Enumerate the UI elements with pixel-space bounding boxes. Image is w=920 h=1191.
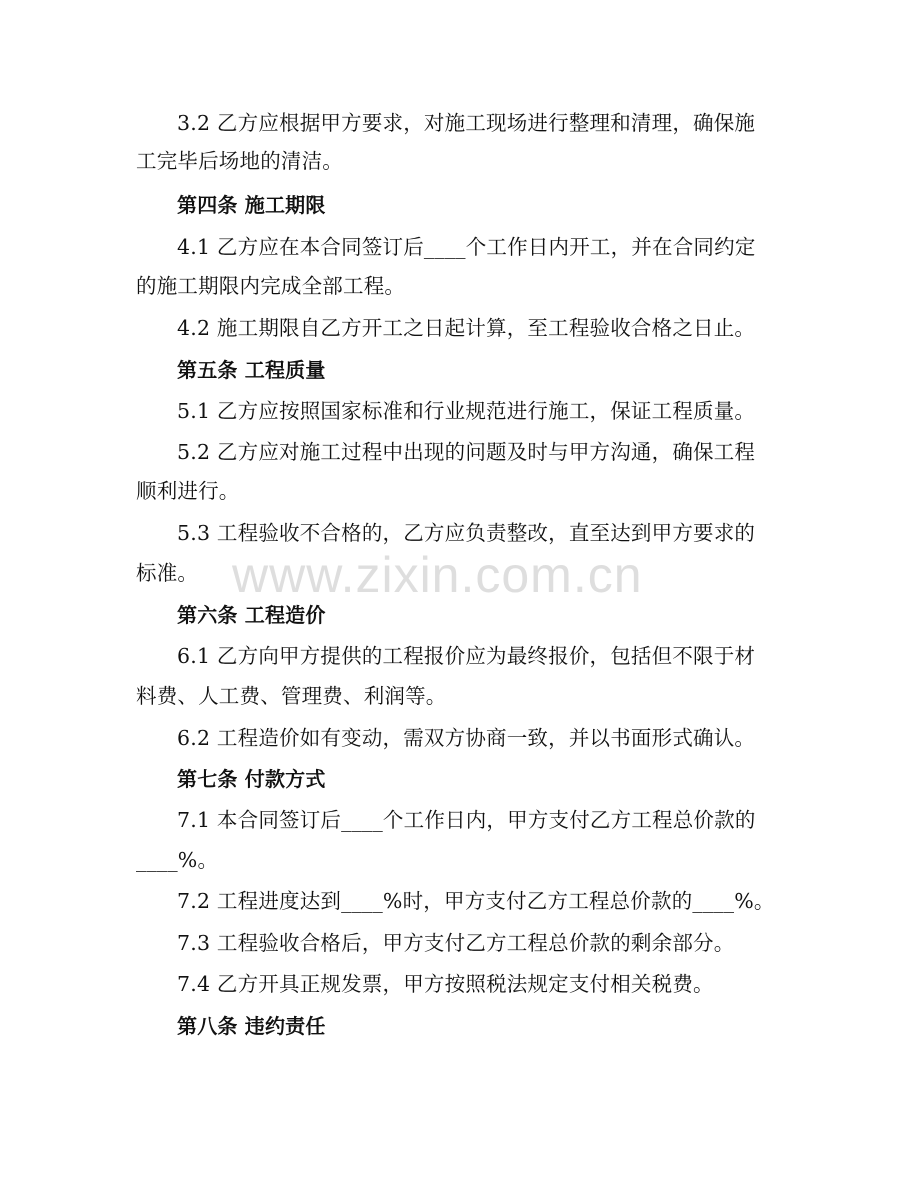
clause-6-2: 6.2 工程造价如有变动，需双方协商一致，并以书面形式确认。 [177,726,756,750]
article-5-heading: 第五条 工程质量 [177,358,326,382]
clause-4-1-line-1: 4.1 乙方应在本合同签订后____个工作日内开工，并在合同约定 [177,235,756,259]
clause-5-1: 5.1 乙方应按照国家标准和行业规范进行施工，保证工程质量。 [177,399,756,423]
clause-7-4: 7.4 乙方开具正规发票，甲方按照税法规定支付相关税费。 [177,972,714,996]
clause-6-1-line-2: 料费、人工费、管理费、利润等。 [136,684,447,708]
clause-5-3-line-1: 5.3 工程验收不合格的，乙方应负责整改，直至达到甲方要求的 [177,521,756,545]
clause-7-3: 7.3 工程验收合格后，甲方支付乙方工程总价款的剩余部分。 [177,931,735,955]
clause-7-1-line-2: ____%。 [136,848,219,872]
watermark: www.zixin.com.cn [232,547,643,603]
clause-4-1-line-2: 的施工期限内完成全部工程。 [136,274,406,298]
clause-3-2-line-1: 3.2 乙方应根据甲方要求，对施工现场进行整理和清理，确保施 [177,111,756,135]
clause-7-1-line-1: 7.1 本合同签订后____个工作日内，甲方支付乙方工程总价款的 [177,808,756,832]
article-7-heading: 第七条 付款方式 [177,767,326,791]
clause-4-2: 4.2 施工期限自乙方开工之日起计算，至工程验收合格之日止。 [177,316,756,340]
clause-5-2-line-2: 顺利进行。 [136,479,240,503]
clause-7-2: 7.2 工程进度达到____%时，甲方支付乙方工程总价款的____%。 [177,889,775,913]
clause-5-3-line-2: 标准。 [136,561,199,585]
clause-6-1-line-1: 6.1 乙方向甲方提供的工程报价应为最终报价，包括但不限于材 [177,644,756,668]
article-4-heading: 第四条 施工期限 [177,193,326,217]
clause-5-2-line-1: 5.2 乙方应对施工过程中出现的问题及时与甲方沟通，确保工程 [177,440,756,464]
clause-3-2-line-2: 工完毕后场地的清洁。 [136,149,343,173]
article-6-heading: 第六条 工程造价 [177,603,326,627]
article-8-heading: 第八条 违约责任 [177,1014,326,1038]
